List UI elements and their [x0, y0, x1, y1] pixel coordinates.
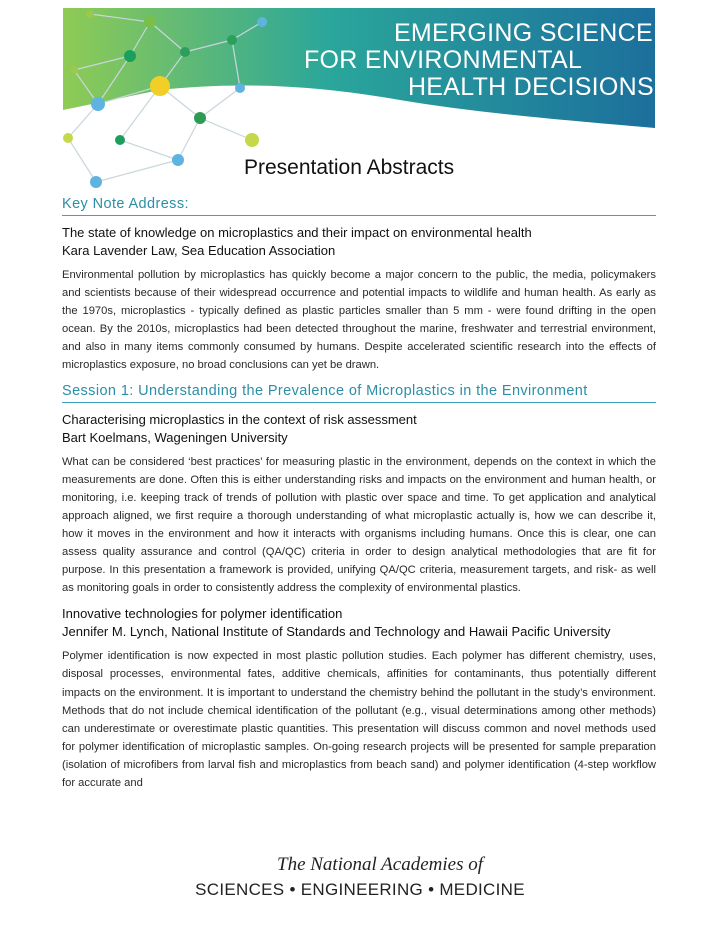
talk-abstract: Polymer identification is now expected in most plastic pollution studies. Each polymer has different chemistry, uses, disposal processes, environmental fates, additive chemicals, affinities for contaminants, thus potentially different impacts on the environment. It is important to understand the chemistry behind the pollutant in the study’s environment. Methods that do not include chemical identification of the pollutant (e.g., visual determinations among other methods) can underestimate or overestimate plastic quantities. This presentation will discuss common and novel methods used for polymer identification of microplastic samples. On-going research projects will be presented for sample preparation (isolation of microfibers from larval fish and microplastics from beach sand) and polymer identification (4-step workflow for accurate and: [62, 650, 656, 789]
talk-title: Characterising microplastics in the context of risk assessment: [62, 411, 417, 427]
talk-abstract: What can be considered ‘best practices’ for measuring plastic in the environment, depends on the context in which the measurements are done. Often this is either understanding risks and impacts on the environment and human health, or monitoring, i.e. keeping track of trends of pollution with plastic over space and time. To get application and analytical approach aligned, we first require a thorough understanding of what microplastic actually is, how we can describe it, how it moves in the environment and how it interacts with organisms including humans. Once this is clear, one can assess quality assurance and control (QA/QC) criteria in order to design analytical methodologies that are fit for purpose. In this presentation a framework is provided, unifying QA/QC criteria, measurement targets, and risk- as well as monitoring goals in order to consistently address the complexity of environmental plastics.: [62, 455, 656, 595]
page-title: Presentation Abstracts: [244, 156, 455, 179]
banner-title-line1: EMERGING SCIENCE: [393, 19, 653, 47]
banner-title-line2: FOR ENVIRONMENTAL: [303, 46, 583, 74]
talk-abstract: Environmental pollution by microplastics has quickly become a major concern to the public, the media, policymakers and scientists because of their widespread occurrence and potential impacts to wildlife and human health. As early as the 1970s, microplastics - typically defined as plastic particles smaller than 5 mm - were found drifting in the open ocean. By the 2010s, microplastics had been detected throughout the marine, freshwater and terrestrial environment, and also in many items commonly consumed by humans. Despite accelerated scientific research into the effects of microplastics exposure, no broad conclusions can yet be drawn.: [62, 269, 656, 372]
talk-speaker: Bart Koelmans, Wageningen University: [62, 429, 288, 445]
talk-speaker: Kara Lavender Law, Sea Education Association: [62, 243, 336, 258]
talk-speaker: Jennifer M. Lynch, National Institute of Standards and Technology and Hawaii Pacific University: [62, 624, 611, 640]
section-heading-session1: Session 1: Understanding the Prevalence of Microplastics in the Environment: [62, 383, 656, 403]
talk-title: Innovative technologies for polymer identification: [62, 606, 343, 622]
banner-title: [304, 20, 654, 101]
footer-logo: [0, 854, 720, 900]
section-heading-keynote: Key Note Address:: [62, 196, 656, 216]
talk-title: The state of knowledge on microplastics and their impact on environmental health: [62, 225, 532, 240]
banner-title-line3: HEALTH DECISIONS: [407, 73, 654, 101]
footer-line1: The National Academies of: [277, 854, 483, 875]
footer-line2: SCIENCES • ENGINEERING • MEDICINE: [195, 880, 525, 899]
abstracts-content: [62, 196, 656, 800]
